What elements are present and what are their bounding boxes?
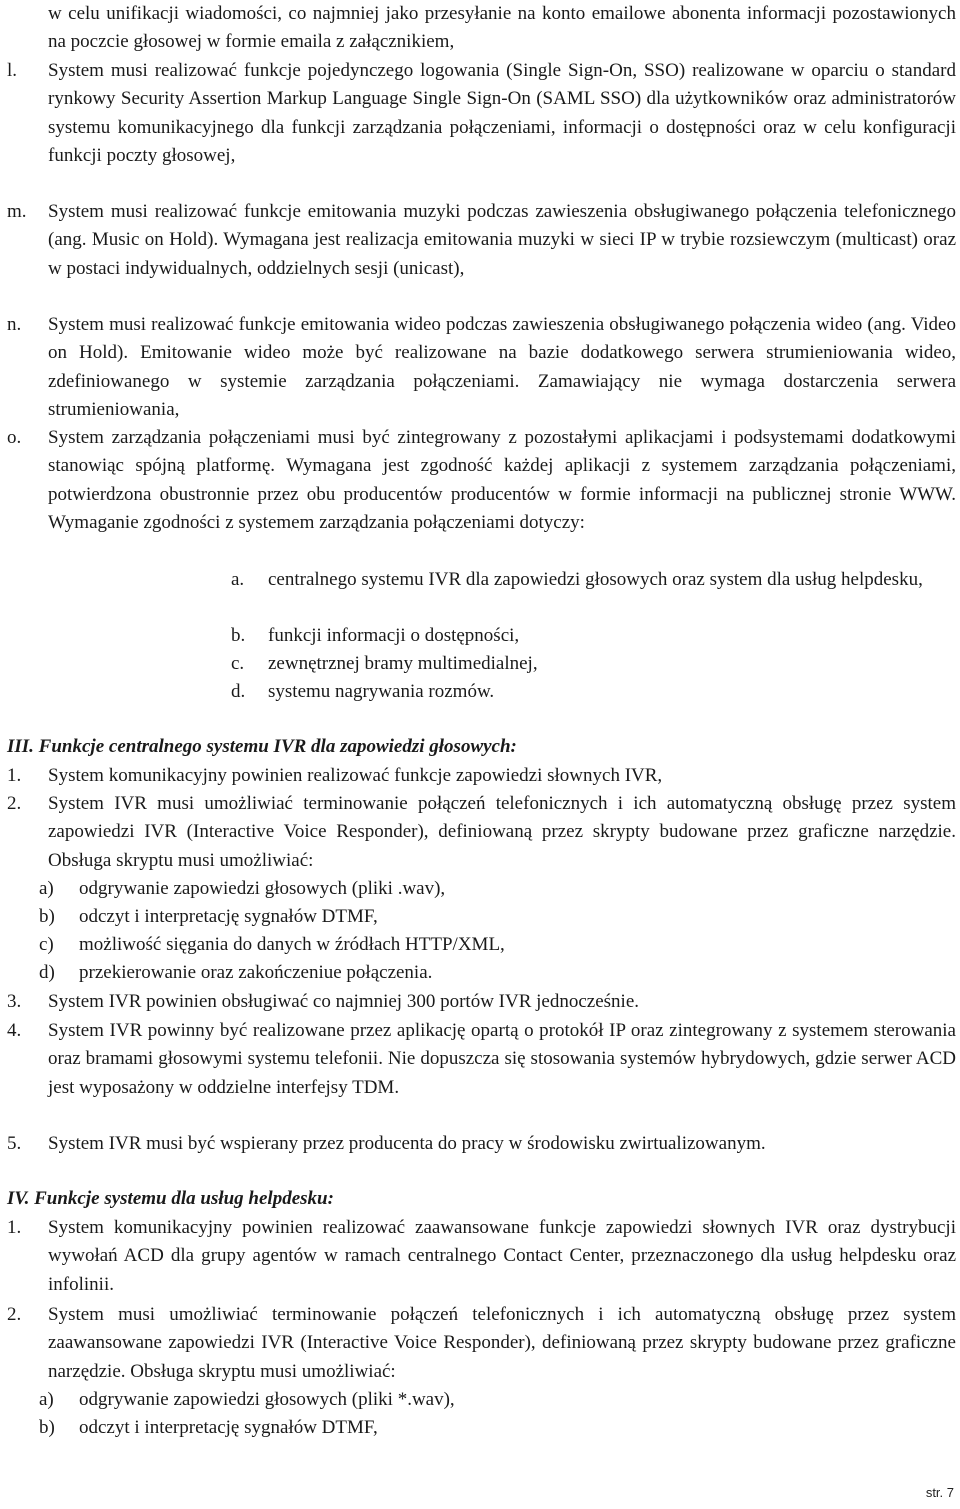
list-marker: 2. [7, 1304, 22, 1325]
s4-sub-b [32, 1414, 956, 1442]
intro-paragraph [48, 0, 956, 57]
list-marker: m. [7, 201, 27, 222]
list-item-text: System zarządzania połączeniami musi być zintegrowany z pozostałymi aplikacjami i podsystemami dodatkowymi stanowiąc spójną platformę. Wymagana jest zgodność każdej aplikacji z systemem zarządzania połączeniami, potwierdzona obustronnie przez obu producentów producentów w formie informacji na publicznej stronie WWW. Wymaganie zgodności z systemem zarządzania połączeniami dotyczy: [48, 427, 956, 533]
s4-item-1 [0, 1214, 956, 1299]
sub-item-text: odczyt i interpretację sygnałów DTMF, [79, 906, 378, 927]
list-item-text: System musi umożliwiać terminowanie połączeń telefonicznych i ich automatyczną obsługę przez system zaawansowane zapowiedzi IVR (Interactive Voice Responder), definiowaną przez skrypty budowane przez graficzne narzędzie. Obsługa skryptu musi umożliwiać: [48, 1304, 956, 1382]
list-marker: 3. [7, 991, 22, 1012]
s4-item-2 [0, 1301, 956, 1386]
list-marker: 1. [7, 765, 22, 786]
sub-item-text: zewnętrznej bramy multimedialnej, [268, 653, 538, 674]
s3-item-2 [0, 790, 956, 875]
s4-sub-a [32, 1386, 956, 1414]
sub-marker: c. [231, 653, 245, 674]
sub-marker: b) [39, 1417, 55, 1438]
sub-marker: c) [39, 934, 54, 955]
sub-marker: a) [39, 878, 54, 899]
list-marker: 2. [7, 793, 22, 814]
list-marker: l. [7, 60, 18, 81]
list-item-o [0, 424, 956, 537]
sub-item-c [226, 650, 956, 678]
page-number: str. 7 [925, 1484, 954, 1500]
sub-marker: b. [231, 625, 246, 646]
sub-item-text: systemu nagrywania rozmów. [268, 681, 495, 702]
sub-marker: a. [231, 569, 245, 590]
list-item-text: System komunikacyjny powinien realizować funkcje zapowiedzi słownych IVR, [48, 765, 663, 786]
list-marker: o. [7, 427, 22, 448]
s3-item-5 [0, 1130, 956, 1158]
list-item-text: System IVR powinien obsługiwać co najmniej 300 portów IVR jednocześnie. [48, 991, 640, 1012]
sub-marker: d) [39, 962, 55, 983]
sub-item-text: możliwość sięgania do danych w źródłach HTTP/XML, [79, 934, 505, 955]
sub-item-text: przekierowanie oraz zakończeniue połączenia. [79, 962, 433, 983]
list-item-text: System musi realizować funkcje pojedynczego logowania (Single Sign-On, SSO) realizowane w oparciu o standard rynkowy Security Assertion Markup Language Single Sign-On (SAML SSO) dla użytkowników oraz administratorów systemu komunikacyjnego dla funkcji zarządzania połączeniami, informacji o dostępności oraz w celu konfiguracji funkcji poczty głosowej, [48, 60, 956, 166]
sub-item-d [226, 678, 956, 706]
list-item-text: System musi realizować funkcje emitowania wideo podczas zawieszenia obsługiwanego połączenia wideo (ang. Video on Hold). Emitowanie wideo może być realizowane na bazie dodatkowego serwera strumieniowania wideo, zdefiniowanego w systemie zarządzania połączeniami. Zamawiający nie wymaga dostarczenia serwera strumieniowania, [48, 314, 956, 420]
list-item-l [0, 57, 956, 170]
list-item-m [0, 198, 956, 283]
section-heading-iv: IV. Funkcje systemu dla usług helpdesku: [7, 1188, 334, 1209]
sub-marker: a) [39, 1389, 54, 1410]
list-item-text: System musi realizować funkcje emitowania muzyki podczas zawieszenia obsługiwanego połączenia telefonicznego (ang. Music on Hold). Wymagana jest realizacja emitowania muzyki w sieci IP w trybie rozsiewczym (multicast) oraz w postaci indywidualnych, oddzielnych sesji (unicast), [48, 201, 956, 279]
intro-text: w celu unifikacji wiadomości, co najmniej jako przesyłanie na konto emailowe abonenta informacji pozostawionych na poczcie głosowej w formie emaila z załącznikiem, [48, 3, 956, 53]
s3-item-4 [0, 1017, 956, 1102]
sub-marker: d. [231, 681, 246, 702]
list-item-n [0, 311, 956, 424]
list-marker: 4. [7, 1020, 22, 1041]
list-marker: 5. [7, 1133, 22, 1154]
sub-item-a [226, 566, 956, 594]
list-marker: 1. [7, 1217, 22, 1238]
sub-item-b [226, 622, 956, 650]
sub-item-text: odczyt i interpretację sygnałów DTMF, [79, 1417, 378, 1438]
sub-item-text: odgrywanie zapowiedzi głosowych (pliki .wav), [79, 878, 446, 899]
list-item-text: System IVR musi być wspierany przez producenta do pracy w środowisku zwirtualizowanym. [48, 1133, 766, 1154]
s3-sub-a [32, 875, 956, 903]
s3-sub-b [32, 903, 956, 931]
sub-item-text: funkcji informacji o dostępności, [268, 625, 520, 646]
sub-marker: b) [39, 906, 55, 927]
list-item-text: System IVR musi umożliwiać terminowanie połączeń telefonicznych i ich automatyczną obsługę przez system zapowiedzi IVR (Interactive Voice Responder), definiowaną przez skrypty budowane przez graficzne narzędzie. Obsługa skryptu musi umożliwiać: [48, 793, 956, 871]
s3-item-1 [0, 762, 956, 790]
s3-sub-c [32, 931, 956, 959]
s3-item-3 [0, 988, 956, 1016]
list-item-text: System komunikacyjny powinien realizować zaawansowane funkcje zapowiedzi słownych IVR oraz dystrybucji wywołań ACD dla grupy agentów w ramach centralnego Contact Center, przeznaczonego dla usług helpdesku oraz infolinii. [48, 1217, 956, 1295]
sub-item-text: odgrywanie zapowiedzi głosowych (pliki *.wav), [79, 1389, 455, 1410]
sub-item-text: centralnego systemu IVR dla zapowiedzi głosowych oraz system dla usług helpdesku, [268, 569, 923, 590]
list-item-text: System IVR powinny być realizowane przez aplikację opartą o protokół IP oraz zintegrowany z systemem sterowania oraz bramami głosowymi systemu telefonii. Nie dopuszcza się stosowania systemów hybrydowych, gdzie serwer ACD jest wyposażony w oddzielne interfejsy TDM. [48, 1020, 956, 1098]
list-marker: n. [7, 314, 22, 335]
section-heading-iii: III. Funkcje centralnego systemu IVR dla zapowiedzi głosowych: [7, 736, 517, 757]
s3-sub-d [32, 959, 956, 987]
